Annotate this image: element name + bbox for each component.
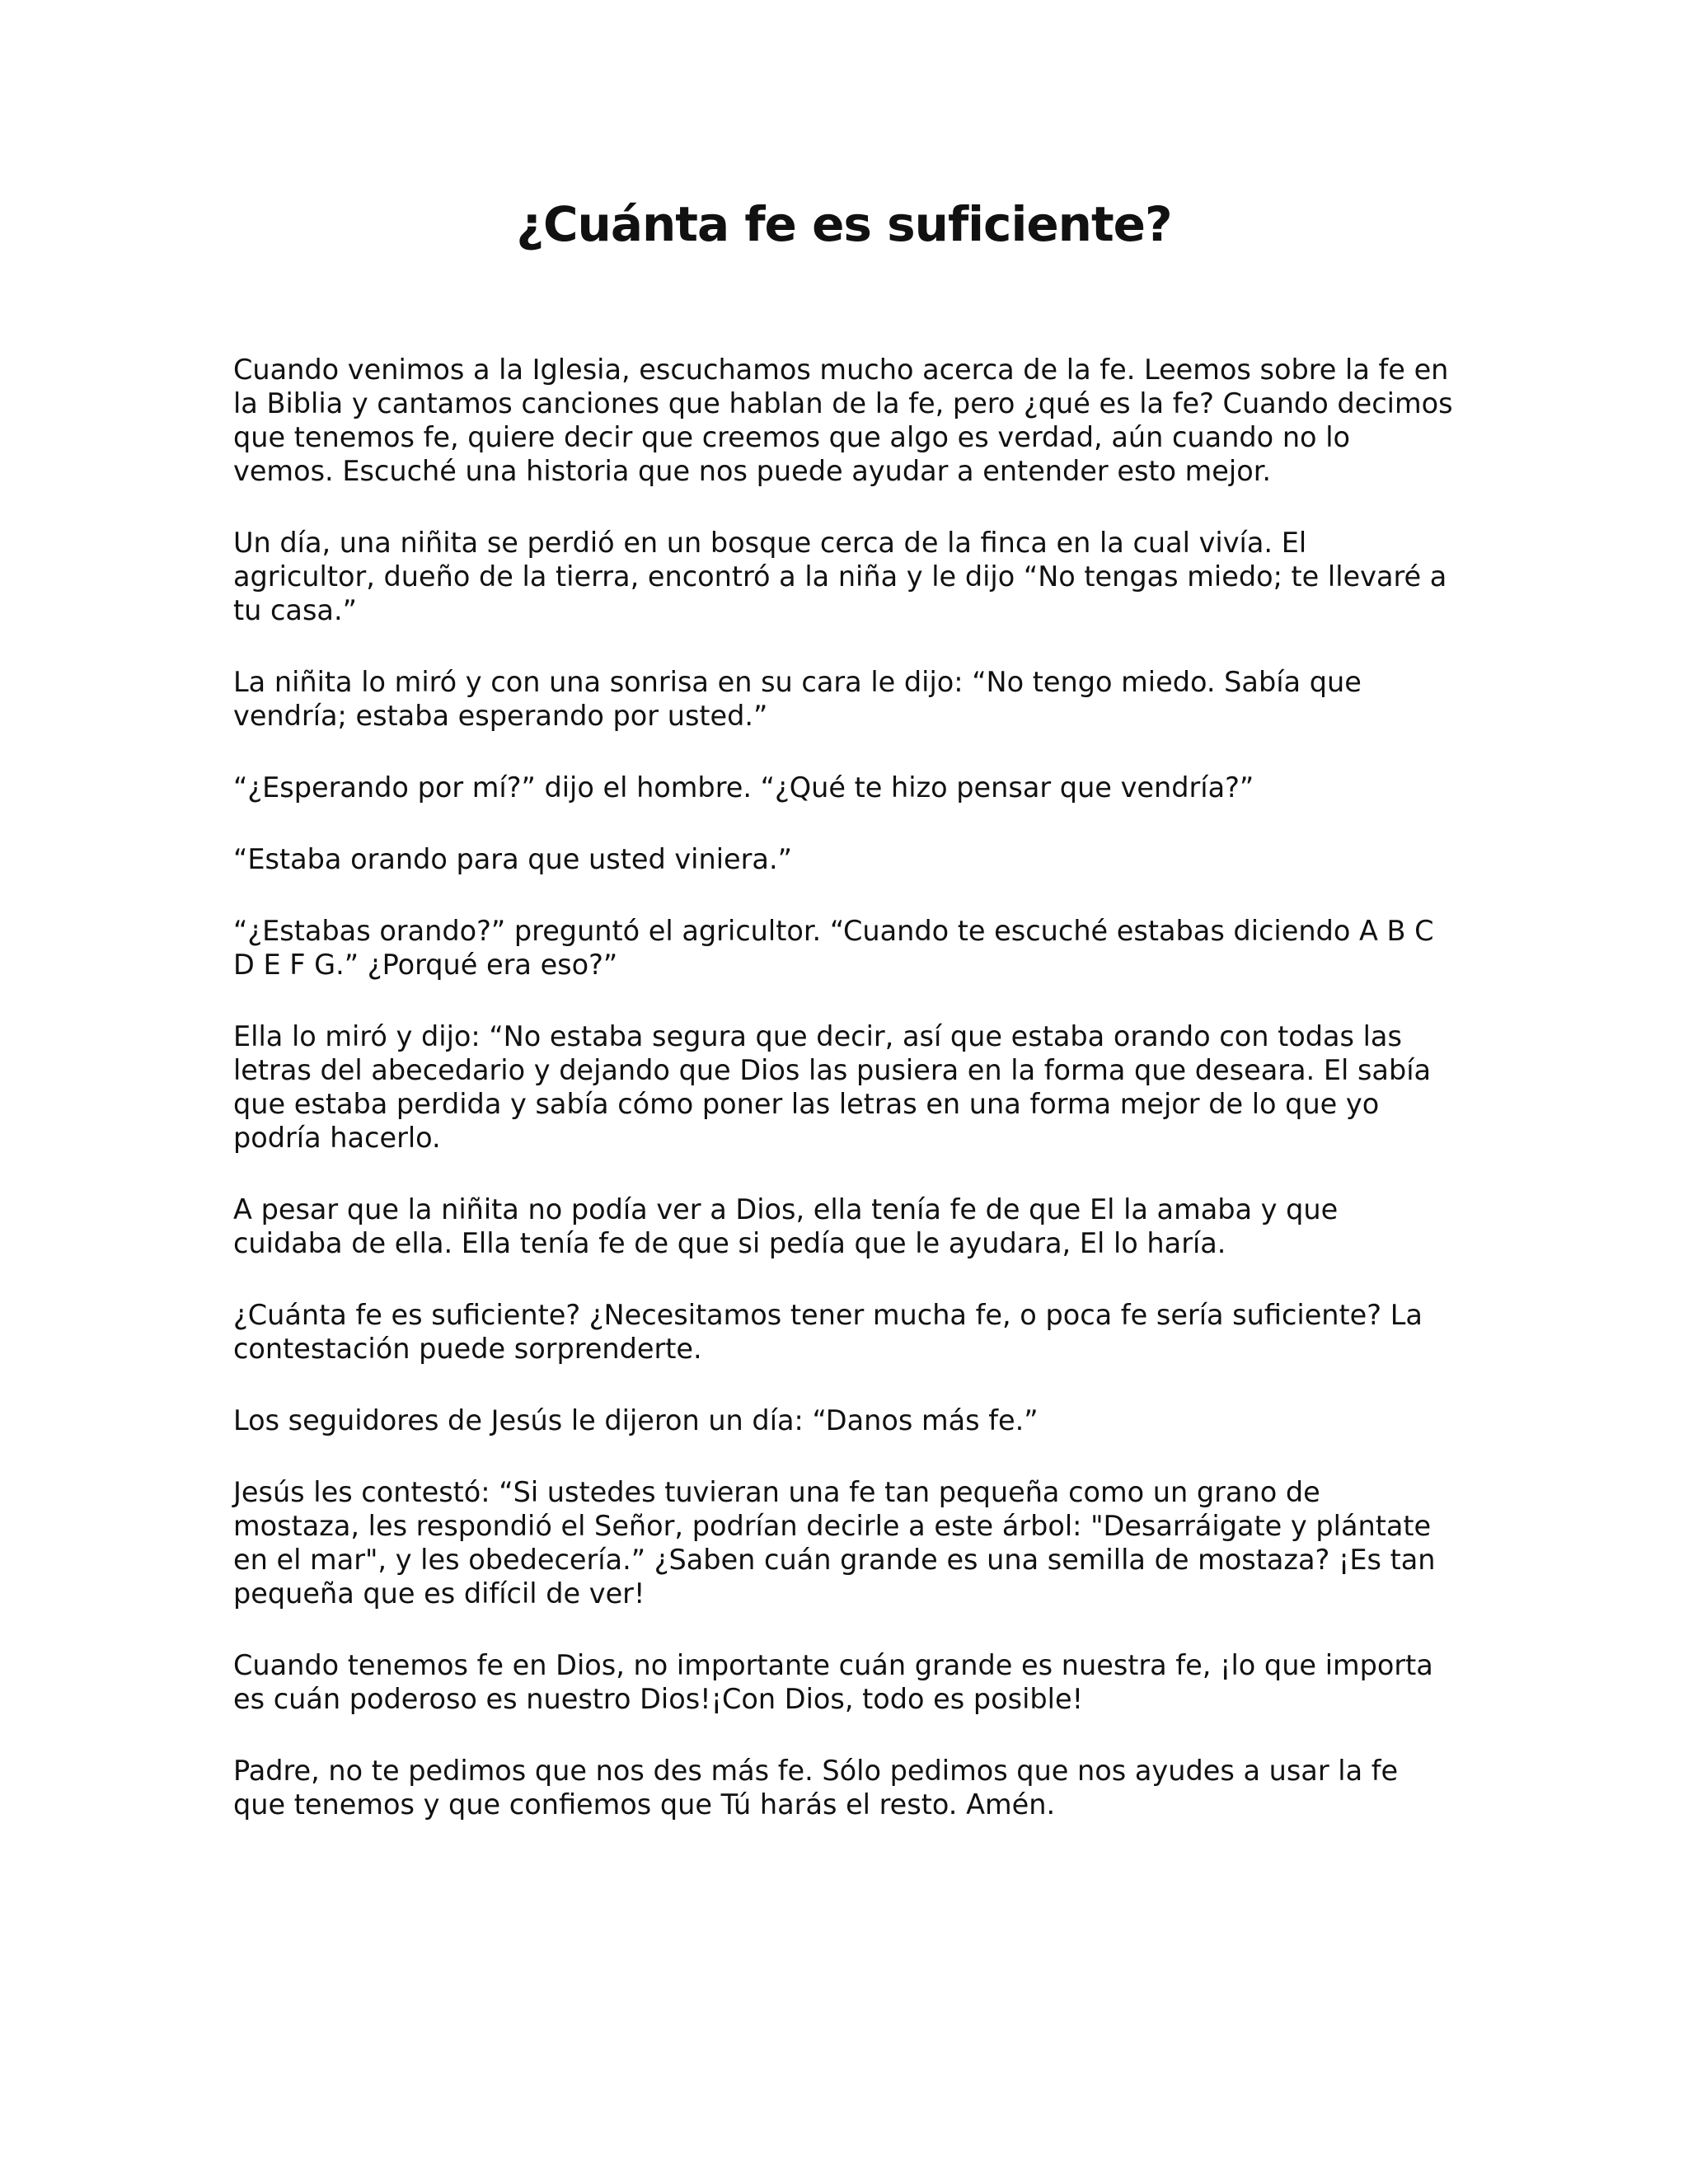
paragraph: Padre, no te pedimos que nos des más fe. Sólo pedimos que nos ayudes a usar la fe que tenemos y que confiemos que Tú harás el resto. Amén. xyxy=(233,1755,1399,1821)
page-title: ¿Cuánta fe es suficiente? xyxy=(516,196,1172,252)
paragraph: Los seguidores de Jesús le dijeron un día: “Danos más fe.” xyxy=(233,1404,1039,1436)
paragraph: A pesar que la niñita no podía ver a Dios, ella tenía fe de que El la amaba y que cuidaba de ella. Ella tenía fe de que si pedía que le ayudara, El lo haría. xyxy=(233,1193,1339,1259)
paragraph: Ella lo miró y dijo: “No estaba segura que decir, así que estaba orando con todas las letras del abecedario y dejando que Dios las pusiera en la forma que deseara. El sabía que estaba perdida y sabía cómo poner las letras en una forma mejor de lo que yo podría hacerlo. xyxy=(233,1020,1432,1154)
paragraph: Cuando tenemos fe en Dios, no importante cuán grande es nuestra fe, ¡lo que importa es cuán poderoso es nuestro Dios!¡Con Dios, todo es posible! xyxy=(233,1649,1433,1715)
document-body xyxy=(233,353,1453,1859)
paragraph: Cuando venimos a la Iglesia, escuchamos mucho acerca de la fe. Leemos sobre la fe en la Biblia y cantamos canciones que hablan de la fe, pero ¿qué es la fe? Cuando decimos que tenemos fe, quiere decir que creemos que algo es verdad, aún cuando no lo vemos. Escuché una historia que nos puede ayudar a entender esto mejor. xyxy=(233,354,1453,487)
paragraph: “¿Estabas orando?” preguntó el agricultor. “Cuando te escuché estabas diciendo A B C D E F G.” ¿Porqué era eso?” xyxy=(233,915,1434,981)
paragraph: “Estaba orando para que usted viniera.” xyxy=(233,843,792,875)
paragraph: Jesús les contestó: “Si ustedes tuvieran una fe tan pequeña como un grano de mostaza, les respondió el Señor, podrían decirle a este árbol: "Desarráigate y plántate en el mar", y les obedecería.” ¿Saben cuán grande es una semilla de mostaza? ¡Es tan pequeña que es difícil de ver! xyxy=(233,1476,1436,1610)
paragraph: Un día, una niñita se perdió en un bosque cerca de la finca en la cual vivía. El agricultor, dueño de la tierra, encontró a la niña y le dijo “No tengas miedo; te llevaré a tu casa.” xyxy=(233,527,1447,626)
paragraph: La niñita lo miró y con una sonrisa en su cara le dijo: “No tengo miedo. Sabía que vendría; estaba esperando por usted.” xyxy=(233,666,1362,732)
paragraph: ¿Cuánta fe es suficiente? ¿Necesitamos tener mucha fe, o poca fe sería suficiente? La contestación puede sorprenderte. xyxy=(233,1299,1423,1365)
paragraph: “¿Esperando por mí?” dijo el hombre. “¿Qué te hizo pensar que vendría?” xyxy=(233,771,1254,804)
